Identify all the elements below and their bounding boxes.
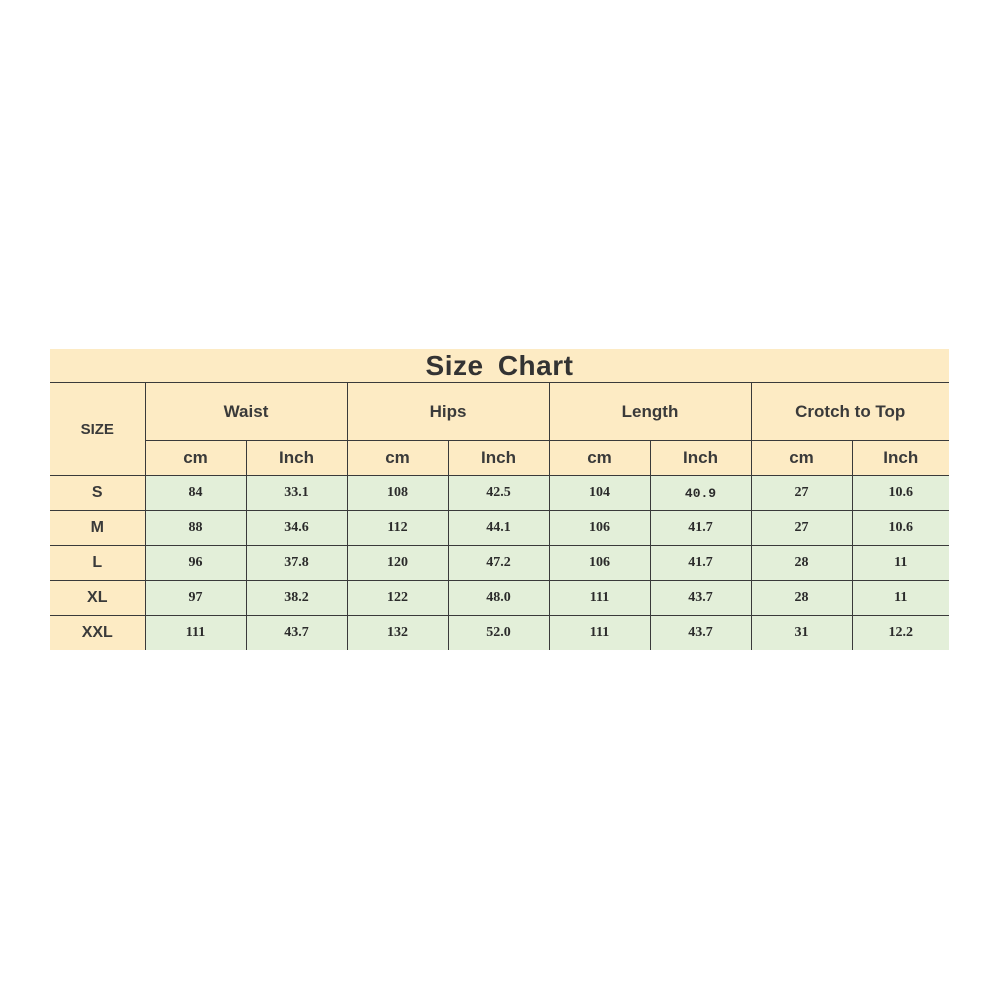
- table-cell: 41.7: [650, 546, 751, 581]
- table-cell: 97: [145, 581, 246, 616]
- size-column-header: SIZE: [50, 383, 145, 476]
- table-cell: 104: [549, 476, 650, 511]
- table-row: [50, 616, 949, 651]
- table-cell: 106: [549, 546, 650, 581]
- table-cell: 41.7: [650, 511, 751, 546]
- table-cell: 48.0: [448, 581, 549, 616]
- group-header-waist: Waist: [145, 383, 347, 441]
- unit-header: Inch: [246, 441, 347, 476]
- size-label: M: [50, 511, 145, 546]
- table-cell: 84: [145, 476, 246, 511]
- table-cell: 122: [347, 581, 448, 616]
- table-cell: 111: [549, 616, 650, 651]
- unit-header: cm: [145, 441, 246, 476]
- table-row: [50, 511, 949, 546]
- table-cell: 96: [145, 546, 246, 581]
- table-cell: 11: [852, 581, 949, 616]
- table-cell: 132: [347, 616, 448, 651]
- table-cell: 11: [852, 546, 949, 581]
- size-label: XXL: [50, 616, 145, 651]
- table-cell: 37.8: [246, 546, 347, 581]
- table-cell: 43.7: [246, 616, 347, 651]
- table-cell: 47.2: [448, 546, 549, 581]
- table-row: [50, 581, 949, 616]
- table-row: [50, 476, 949, 511]
- table-cell: 111: [145, 616, 246, 651]
- chart-title: Size Chart: [50, 349, 949, 383]
- table-cell: 33.1: [246, 476, 347, 511]
- table-cell: 42.5: [448, 476, 549, 511]
- table-cell: 34.6: [246, 511, 347, 546]
- unit-header: Inch: [650, 441, 751, 476]
- table-cell: 27: [751, 476, 852, 511]
- unit-header: Inch: [852, 441, 949, 476]
- table-cell: 10.6: [852, 511, 949, 546]
- size-label: S: [50, 476, 145, 511]
- table-cell: 120: [347, 546, 448, 581]
- table-cell: 40.9: [650, 476, 751, 511]
- unit-header: cm: [549, 441, 650, 476]
- table-cell: 28: [751, 581, 852, 616]
- size-label: L: [50, 546, 145, 581]
- table-cell: 28: [751, 546, 852, 581]
- table-cell: 43.7: [650, 616, 751, 651]
- table-cell: 38.2: [246, 581, 347, 616]
- unit-header: cm: [347, 441, 448, 476]
- table-cell: 52.0: [448, 616, 549, 651]
- unit-header: cm: [751, 441, 852, 476]
- table-cell: 10.6: [852, 476, 949, 511]
- table-cell: 112: [347, 511, 448, 546]
- table-cell: 12.2: [852, 616, 949, 651]
- table-cell: 106: [549, 511, 650, 546]
- table-cell: 88: [145, 511, 246, 546]
- table-cell: 43.7: [650, 581, 751, 616]
- group-header-length: Length: [549, 383, 751, 441]
- table-cell: 111: [549, 581, 650, 616]
- size-chart-table: [50, 349, 949, 650]
- unit-header: Inch: [448, 441, 549, 476]
- table-cell: 44.1: [448, 511, 549, 546]
- table-cell: 108: [347, 476, 448, 511]
- table-row: [50, 546, 949, 581]
- table-cell: 31: [751, 616, 852, 651]
- size-label: XL: [50, 581, 145, 616]
- group-header-hips: Hips: [347, 383, 549, 441]
- group-header-crotch-to-top: Crotch to Top: [751, 383, 949, 441]
- table-cell: 27: [751, 511, 852, 546]
